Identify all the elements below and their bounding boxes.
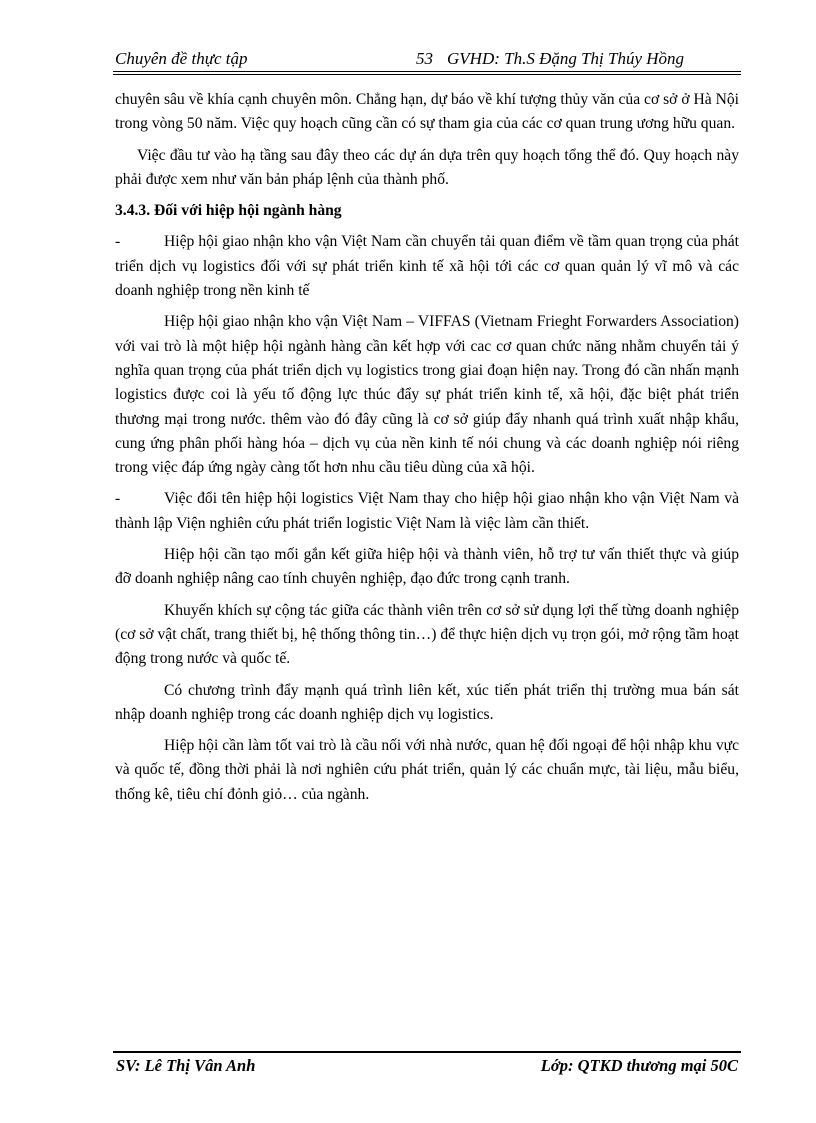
bullet-text: Việc đổi tên hiệp hội logistics Việt Nam thay cho hiệp hội giao nhận kho vận Việt Nam và thành lập Viện nghiên cứu phát triển logistic Việt Nam là việc làm cần thiết. — [115, 490, 739, 532]
section-heading: 3.4.3. Đối với hiệp hội ngành hàng — [115, 202, 342, 220]
paragraph-infrastructure: Việc đầu tư vào hạ tầng sau đây theo các dự án dựa trên quy hoạch tổng thể đó. Quy hoạch này phải được xem như văn bản pháp lệnh của thành phố. — [115, 146, 739, 188]
paragraph-cooperation: Khuyến khích sự cộng tác giữa các thành viên trên cơ sở sử dụng lợi thế từng doanh nghiệp (cơ sở vật chất, trang thiết bị, hệ thống thông tin…) để thực hiện dịch vụ trọn gói, mở rộng tầm hoạt động trong nước và quốc tế. — [115, 601, 739, 668]
bullet-dash: - — [115, 233, 121, 251]
page-body — [115, 88, 739, 814]
header-divider — [113, 71, 741, 75]
bullet-paragraph-viffas-awareness — [115, 230, 739, 303]
footer-student: SV: Lê Thị Vân Anh — [116, 1056, 256, 1075]
paragraph-viffas-role: Hiệp hội giao nhận kho vận Việt Nam – VIFFAS (Vietnam Frieght Forwarders Association) với vai trò là một hiệp hội ngành hàng cần kết hợp với cac cơ quan chức năng nhằm chuyển tải ý nghĩa quan trọng của phát triển dịch vụ logistics trong giai đoạn hiện nay. Trong đó cần nhấn mạnh logistics được coi là yếu tố động lực thúc đẩy sự phát triển kinh tế, xã hội, đặc biệt phát triển thương mại trong nước. thêm vào đó đây cũng là cơ sở giúp đẩy nhanh quá trình xuất nhập khẩu, cung ứng phân phối hàng hóa – dịch vụ của nền kinh tế nói chung và các doanh nghiệp nói riêng trong việc đáp ứng ngày càng tốt hơn nhu cầu tiêu dùng của xã hội. — [115, 313, 739, 477]
paragraph-market-program: Có chương trình đẩy mạnh quá trình liên kết, xúc tiến phát triển thị trường mua bán sát nhập doanh nghiệp trong các doanh nghiệp dịch vụ logistics. — [115, 681, 739, 723]
bullet-paragraph-rename — [115, 487, 739, 536]
page-header — [113, 47, 741, 71]
paragraph-member-link: Hiệp hội cần tạo mối gắn kết giữa hiệp hội và thành viên, hỗ trợ tư vấn thiết thực và giúp đỡ doanh nghiệp nâng cao tính chuyên nghiệp, đạo đức trong cạnh tranh. — [115, 546, 739, 588]
page-number: 53 — [416, 49, 433, 68]
header-document-type: Chuyên đề thực tập — [115, 49, 248, 68]
paragraph-continued: chuyên sâu về khía cạnh chuyên môn. Chẳng hạn, dự báo về khí tượng thủy văn của cơ sở ở Hà Nội trong vòng 50 năm. Việc quy hoạch cũng cần có sự tham gia của các cơ quan trung ương hữu quan. — [115, 91, 739, 133]
paragraph-bridge-role: Hiệp hội cần làm tốt vai trò là cầu nối với nhà nước, quan hệ đối ngoại để hội nhập khu vực và quốc tế, đồng thời phải là nơi nghiên cứu phát triển, quản lý các chuẩn mực, tài liệu, mẫu biểu, thống kê, tiêu chí đỏnh giỏ… của ngành. — [115, 737, 739, 803]
bullet-text: Hiệp hội giao nhận kho vận Việt Nam cần chuyển tải quan điểm về tầm quan trọng của phát triển dịch vụ logistics đối với sự phát triển kinh tế xã hội tới các cơ quan quản lý vĩ mô và các doanh nghiệp trong nền kinh tế — [115, 233, 739, 300]
bullet-dash: - — [115, 490, 121, 508]
footer-class: Lớp: QTKD thương mại 50C — [540, 1056, 738, 1075]
header-supervisor: GVHD: Th.S Đặng Thị Thúy Hồng — [447, 49, 685, 68]
footer-divider — [113, 1051, 741, 1053]
page-footer — [113, 1054, 741, 1078]
